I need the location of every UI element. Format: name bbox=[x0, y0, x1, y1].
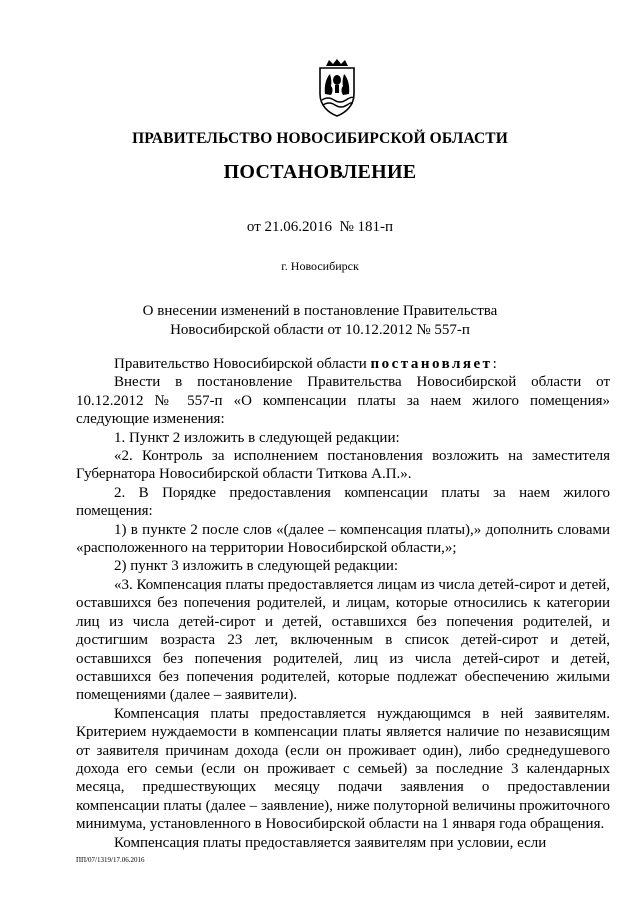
paragraph: «2. Контроль за исполнением постановления возложить на заместителя Губернатора Новосибирской области Титкова А.П.». bbox=[76, 448, 610, 483]
paragraph: 1) в пункте 2 после слов «(далее – компенсация платы),» дополнить словами «расположенного на территории Новосибирской области,»; bbox=[76, 521, 610, 557]
document-type: ПОСТАНОВЛЕНИЕ bbox=[223, 161, 417, 183]
decree-keyword: постановляет bbox=[370, 356, 493, 372]
subject-line-2: Новосибирской области от 10.12.2012 № 557-п bbox=[170, 322, 470, 338]
decree-intro-colon: : bbox=[492, 356, 497, 372]
paragraph: 2) пункт 3 изложить в следующей редакции: bbox=[114, 558, 399, 575]
decree-intro bbox=[76, 355, 610, 373]
city: г. Новосибирск bbox=[281, 259, 359, 273]
paragraph: 1. Пункт 2 изложить в следующей редакции: bbox=[114, 429, 400, 446]
decree-intro-text: Правительство Новосибирской области bbox=[114, 356, 371, 372]
coat-of-arms-icon bbox=[314, 58, 360, 118]
document-subject bbox=[0, 302, 640, 340]
paragraph: Компенсация платы предоставляется нуждающимся в ней заявителям. Критерием нуждаемости в компенсации платы является наличие по независящим от заявителя причинам дохода (если он проживает один), либо среднедушевого дохода его семьи (если он проживает с семьей) за последние 3 календарных месяца, предшествующих месяцу подачи заявления о предоставлении компенсации платы (далее – заявление), ниже полуторной величины прожиточного минимума, установленного в Новосибирской области на 1 января года обращения. bbox=[76, 705, 610, 833]
date-and-number: от 21.06.2016 № 181-п bbox=[246, 219, 394, 235]
government-name: ПРАВИТЕЛЬСТВО НОВОСИБИРСКОЙ ОБЛАСТИ bbox=[132, 130, 508, 147]
paragraph: Внести в постановление Правительства Новосибирской области от 10.12.2012 № 557-п «О компенсации платы за наем жилого помещения» следующие изменения: bbox=[76, 374, 610, 428]
subject-line-1: О внесении изменений в постановление Правительства bbox=[142, 303, 498, 319]
paragraph: 2. В Порядке предоставления компенсации платы за наем жилого помещения: bbox=[76, 484, 610, 520]
paragraph: Компенсация платы предоставляется заявителям при условии, если bbox=[114, 834, 547, 851]
paragraph: «3. Компенсация платы предоставляется лицам из числа детей-сирот и детей, оставшихся без попечения родителей, и лицам, которые относились к категории лиц из числа детей-сирот и детей, оставшихся без попечения родителей, и достигшим возраста 23 лет, включенным в список детей-сирот и детей, оставшихся без попечения родителей, лиц из числа детей-сирот и детей, оставшихся без попечения родителей, которые подлежат обеспечению жилыми помещениями (далее – заявители). bbox=[76, 576, 610, 704]
footer-code: ПП/07/1319/17.06.2016 bbox=[76, 856, 145, 864]
document-body bbox=[76, 355, 610, 852]
